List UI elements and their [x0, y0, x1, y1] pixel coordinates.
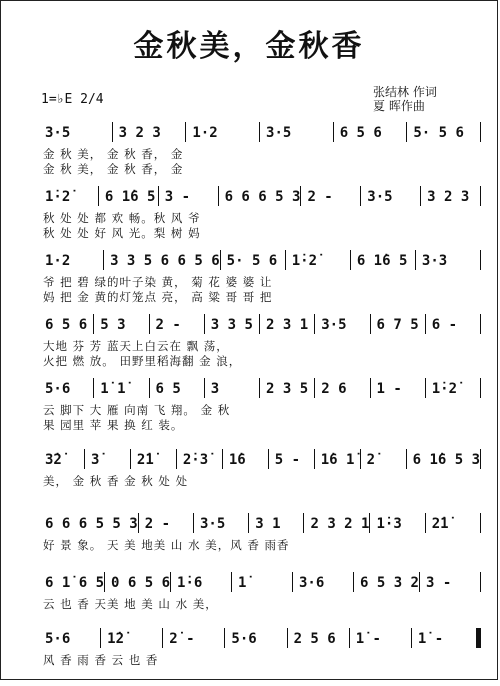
measure: 3·5 [321, 317, 347, 333]
lyric-line: 妈 把 金 黄的灯笼点 亮， 高 粱 哥 哥 把 [43, 290, 273, 304]
measure: 6 1̇6 5 [104, 189, 156, 205]
measure: 1̇ - [355, 631, 381, 647]
barline [480, 314, 481, 334]
measure: 3̇2̇ [45, 452, 62, 468]
score-system [39, 120, 481, 180]
measure: 5·6 [45, 381, 71, 397]
measure: 3 - [426, 575, 452, 591]
notation-line [39, 570, 481, 592]
lyric-line: 火把 燃 放。 田野里稻海翻 金 浪， [43, 354, 242, 368]
measure: 0 6 5 6 [111, 575, 171, 591]
lyric-line [43, 667, 481, 682]
lyric-line: 云 脚下 大 雁 向南 飞 翔。 金 秋 [43, 403, 231, 417]
measure: 3·3 [421, 253, 448, 269]
measure: 1·2 [192, 125, 218, 141]
barline [480, 122, 481, 142]
composer-credit: 夏 晖作曲 [373, 99, 425, 113]
score-system [39, 447, 481, 507]
song-title: 金秋美，金秋香 [133, 29, 365, 64]
score-system [39, 626, 481, 686]
measure: 6 5 [155, 381, 181, 397]
lyric-line: 秋 处 处 都 欢 畅。秋 风 爷 [43, 211, 201, 225]
barline [480, 250, 481, 270]
measure: 1̇·3 [376, 516, 402, 532]
score-system [39, 312, 481, 372]
measure: 3̇ [90, 452, 100, 468]
lyric-line: 秋 处 处 好 风 光。梨 树 妈 [43, 226, 201, 240]
measure: 2 - [144, 516, 171, 532]
measure: 3·5 [45, 125, 71, 141]
measure: 3·5 [367, 189, 393, 205]
measure: 5 - [274, 452, 301, 468]
measure: 2̇·3̇ [182, 452, 209, 468]
notation-line [39, 626, 481, 648]
lyric-line: 金 秋 美， 金 秋 香， 金 [43, 147, 184, 161]
measure: 1̇ [238, 575, 247, 591]
final-barline [476, 628, 481, 648]
notation-line [39, 184, 481, 206]
measure: 6 5 3 2 [359, 575, 419, 591]
barline [480, 449, 481, 469]
key-signature: 1=♭E 2/4 [41, 92, 104, 107]
measure: 2 - [307, 189, 333, 205]
measure: 3 3 5 [210, 317, 253, 333]
lyric-line: 大地 芬 芳 蓝天上白云在 飘 荡， [43, 339, 229, 353]
measure: 3·5 [199, 516, 226, 532]
measure: 2̇1̇ [431, 516, 449, 532]
barline [480, 378, 481, 398]
measure: 2 3 2 1 [310, 516, 370, 532]
barline [480, 572, 481, 592]
measure: 1̇·2̇ [45, 189, 71, 205]
measure: 3 [210, 381, 220, 397]
lyric-line [43, 488, 481, 503]
measure: 5·6 [231, 631, 257, 647]
measure: 3 1 [255, 516, 281, 532]
measure: 6 1̇ 6 5 [45, 575, 105, 591]
lyric-line [43, 611, 481, 626]
measure: 3·6 [299, 575, 325, 591]
measure: 3 - [164, 189, 191, 205]
measure: 2̇ [366, 452, 376, 468]
measure: 6 6 6 5 5 3 [45, 516, 138, 532]
lyricist-credit: 张结林 作词 [373, 85, 437, 99]
measure: 3 2 3 [427, 189, 470, 205]
measure: 1̇ 1̇ [100, 381, 126, 397]
measure: 2 3 5 [266, 381, 309, 397]
measure: 2 6 [321, 381, 347, 397]
measure: 1̇2̇ [107, 631, 124, 647]
measure: 1̇6 [228, 452, 246, 468]
notation-line [39, 511, 481, 533]
lyric-line [43, 552, 481, 567]
measure: 2 5 6 [293, 631, 336, 647]
measure: 6 7 5 [376, 317, 419, 333]
score-system [39, 184, 481, 244]
measure: 6 5 6 [339, 125, 382, 141]
barline [480, 186, 481, 206]
notation-line [39, 312, 481, 334]
lyric-line: 金 秋 美， 金 秋 香， 金 [43, 162, 184, 176]
measure: 1̇·2̇ [291, 253, 318, 269]
measure: 5·6 [45, 631, 71, 647]
measure: 6 5 6 [45, 317, 88, 333]
measure: 6 6 6 5 3 [224, 189, 301, 205]
measure: 5· 5 6 [413, 125, 464, 141]
score-system [39, 376, 481, 436]
measure: 2 - [155, 317, 181, 333]
measure: 3·5 [266, 125, 292, 141]
lyric-line: 云 也 香 天美 地 美 山 水 美， [43, 597, 218, 611]
lyric-line: 美， 金 秋 香 金 秋 处 处 [43, 474, 189, 488]
lyric-line: 爷 把 碧 绿的叶子染 黄， 菊 花 婆 婆 让 [43, 275, 273, 289]
notation-line [39, 376, 481, 398]
lyric-line: 果 园里 苹 果 换 红 装。 [43, 418, 184, 432]
measure: 2̇ - [169, 631, 195, 647]
measure: 6 - [431, 317, 458, 333]
measure: 1̇·2̇ [431, 381, 458, 397]
measure: 3 2 3 [118, 125, 161, 141]
measure: 1̇6 1̇ [320, 452, 355, 468]
lyric-line: 风 香 雨 香 云 也 香 [43, 653, 159, 667]
notation-line [39, 248, 481, 270]
measure: 1̇ - [417, 631, 444, 647]
measure: 5 3 [100, 317, 126, 333]
lyric-line: 好 景 象。 天 美 地美 山 水 美，风 香 雨香 [43, 538, 290, 552]
measure: 1 - [376, 381, 402, 397]
measure: 6 1̇6 5 3 [412, 452, 481, 468]
measure: 6 1̇6 5 [356, 253, 408, 269]
score-system [39, 248, 481, 308]
notation-line [39, 120, 481, 142]
notation-line [39, 447, 481, 469]
measure: 2 3 1 [266, 317, 309, 333]
score-system [39, 570, 481, 630]
measure: 3 3 5 6 6 5 6 [110, 253, 220, 269]
measure: 1·2 [45, 253, 71, 269]
score-system [39, 511, 481, 571]
measure: 1̇·6 [177, 575, 203, 591]
measure: 5· 5 6 [226, 253, 278, 269]
barline [480, 513, 481, 533]
measure: 2̇1̇ [136, 452, 154, 468]
